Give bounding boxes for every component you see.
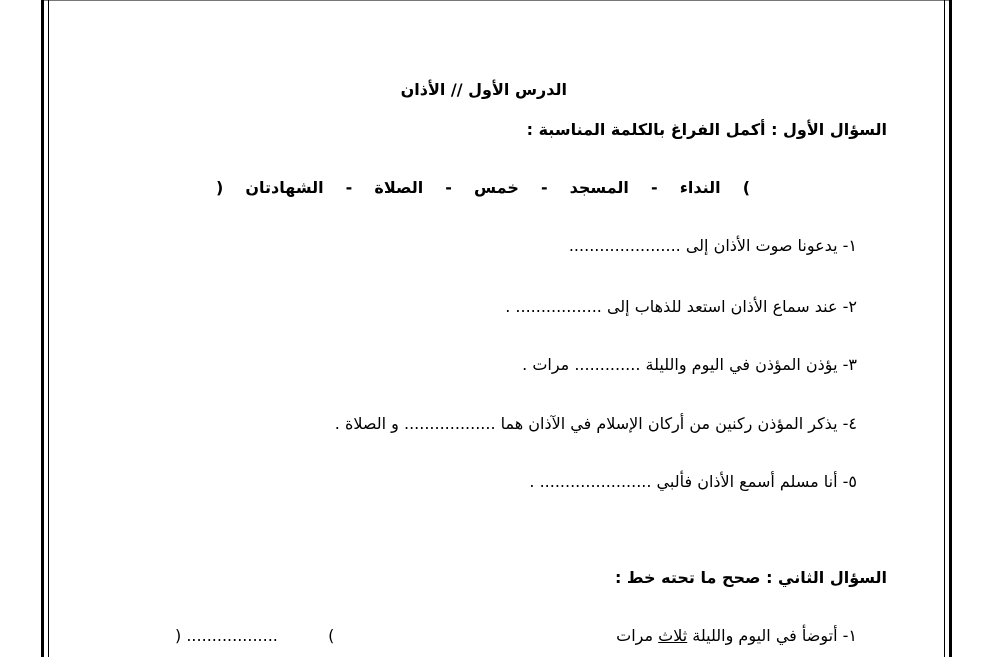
answer-close-paren: ) — [175, 626, 182, 645]
page-border-left-inner — [48, 0, 49, 657]
lesson-title: الدرس الأول // الأذان — [400, 80, 567, 99]
item-text: يذكر المؤذن ركنين من أركان الإسلام في الآذان هما .................. و الصلاة . — [334, 414, 838, 433]
word-bank-word: الصلاة — [374, 178, 424, 197]
item-text: عند سماع الأذان استعد للذهاب إلى ................. . — [505, 297, 838, 316]
item-number: ٢- — [842, 297, 857, 316]
word-bank-word: خمس — [474, 178, 519, 197]
word-bank-word: النداء — [679, 178, 721, 197]
question-2-item — [616, 626, 857, 645]
question-1-item — [505, 297, 857, 316]
word-bank-separator: - — [445, 178, 452, 197]
item-text: يؤذن المؤذن في اليوم والليلة ............. مرات . — [522, 355, 838, 374]
word-bank-open-paren: ( — [742, 178, 750, 197]
page-border-right-inner — [944, 0, 945, 657]
item-text-after: مرات — [616, 626, 654, 645]
item-number: ٣- — [842, 355, 857, 374]
underlined-word: ثلاث — [658, 626, 688, 645]
word-bank-separator: - — [540, 178, 548, 197]
item-text-before: أتوضأ في اليوم والليلة — [692, 626, 838, 645]
item-number: ٤- — [842, 414, 857, 433]
word-bank-word: الشهادتان — [245, 178, 324, 197]
question-1-item — [529, 472, 857, 491]
word-bank — [216, 178, 750, 197]
question-1-heading: السؤال الأول : أكمل الفراغ بالكلمة المناسبة : — [526, 120, 887, 139]
word-bank-separator: - — [650, 178, 658, 197]
word-bank-separator: - — [345, 178, 353, 197]
question-1-item — [335, 414, 857, 433]
page-border-left-outer — [41, 0, 44, 657]
question-1-item — [522, 355, 857, 374]
question-2-heading: السؤال الثاني : صحح ما تحته خط : — [614, 568, 887, 587]
answer-dots: .................. — [186, 626, 278, 645]
word-bank-word: المسجد — [569, 178, 629, 197]
item-number: ٥- — [842, 472, 857, 491]
item-text: يدعونا صوت الأذان إلى ...................... — [568, 236, 838, 255]
answer-open-paren: ( — [328, 626, 335, 645]
item-text: أنا مسلم أسمع الأذان فألبي ...................... . — [529, 472, 838, 491]
page-border-right-outer — [949, 0, 952, 657]
page-border-top — [41, 0, 952, 1]
item-number: ١- — [842, 236, 857, 255]
word-bank-close-paren: ) — [216, 178, 224, 197]
answer-blank — [175, 626, 334, 645]
item-number: ١- — [842, 626, 857, 645]
question-1-item — [569, 236, 857, 255]
